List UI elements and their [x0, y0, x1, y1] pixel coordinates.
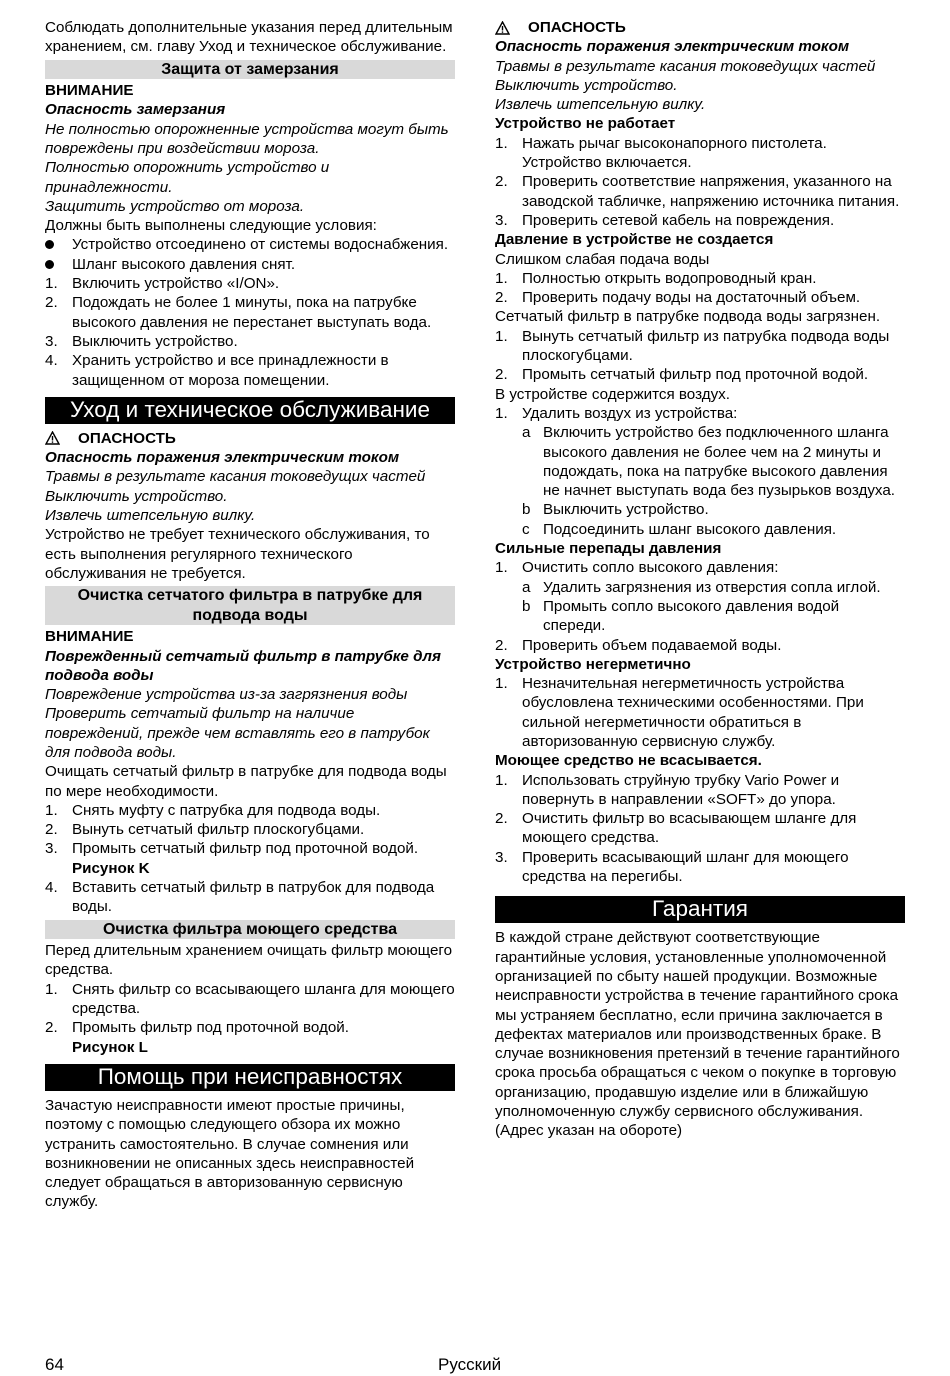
warning-triangle-icon: [495, 21, 510, 35]
attention-label: ВНИМАНИЕ: [45, 82, 134, 100]
step-number: 1.: [45, 801, 58, 819]
care-text: Устройство не требует технического обслуживания, то есть выполнения регулярного технического обслуживания не требуется.: [45, 526, 430, 582]
list-item: [495, 558, 905, 577]
list-item-text: Проверить объем подаваемой воды.: [522, 636, 782, 654]
list-item: [495, 211, 905, 230]
warning-text: Извлечь штепсельную вилку.: [495, 96, 706, 114]
danger-title: Опасность поражения электрическим током: [45, 449, 400, 467]
step-number: 1.: [45, 275, 58, 293]
list-item-text: Незначительная негерметичность устройства обусловлена техническими особенностями. При сильной негерметичности обратиться в авторизованную сервисную службу.: [522, 675, 864, 750]
section-heading-detergent: Очистка фильтра моющего средства: [45, 920, 455, 940]
subheading-not-working: Устройство не работает: [495, 115, 676, 133]
attention-label: ВНИМАНИЕ: [45, 628, 134, 646]
step-number: 4.: [45, 879, 58, 897]
danger-label: ОПАСНОСТЬ: [78, 429, 176, 447]
list-item: [495, 404, 905, 423]
step-number: 3.: [495, 848, 508, 866]
right-column: [495, 18, 905, 1141]
cause-text: Сетчатый фильтр в патрубке подвода воды загрязнен.: [495, 308, 881, 326]
sub-step-letter: c: [522, 520, 530, 538]
sub-list-item: [495, 520, 905, 539]
list-item-text: Устройство отсоединено от системы водоснабжения.: [72, 236, 449, 254]
list-item: [495, 288, 905, 307]
list-item: [495, 809, 905, 848]
danger-header: [495, 18, 905, 37]
list-item: [45, 878, 455, 917]
step-number: 1.: [495, 559, 508, 577]
figure-reference: Рисунок L: [72, 1038, 148, 1056]
list-item-text: Проверить подачу воды на достаточный объем.: [522, 289, 861, 307]
step-number: 1.: [495, 404, 508, 422]
footer-language: Русский: [438, 1355, 502, 1374]
step-number: 1.: [495, 675, 508, 693]
cause-text: В устройстве содержится воздух.: [495, 385, 730, 403]
list-item: [45, 820, 455, 839]
list-item-text: Промыть сетчатый фильтр под проточной водой.: [72, 840, 419, 858]
list-item-text: Удалить воздух из устройства:: [522, 404, 738, 422]
list-item-text: Очистить сопло высокого давления:: [522, 559, 779, 577]
left-column: [45, 18, 455, 1212]
section-heading-filter: Очистка сетчатого фильтра в патрубке для подвода воды: [45, 586, 455, 625]
bullet-dot-icon: [45, 255, 54, 274]
sub-list-item: [495, 597, 905, 636]
list-item: [45, 274, 455, 293]
detergent-text: Перед длительным хранением очищать фильтр моющего средства.: [45, 942, 453, 979]
list-item: [45, 839, 455, 878]
list-item-text: Промыть фильтр под проточной водой.: [72, 1019, 350, 1037]
sub-step-letter: b: [522, 597, 531, 615]
list-item-text: Проверить соответствие напряжения, указанного на заводской табличке, напряжению источника питания.: [522, 173, 900, 210]
filter-text: Очищать сетчатый фильтр в патрубке для подвода воды по мере необходимости.: [45, 763, 447, 800]
list-item: [495, 365, 905, 384]
list-item: [495, 848, 905, 887]
danger-label: ОПАСНОСТЬ: [528, 19, 626, 36]
sub-list-item: [495, 578, 905, 597]
chapter-heading-help: Помощь при неисправностях: [45, 1064, 455, 1091]
step-number: 4.: [45, 352, 58, 370]
danger-header: [45, 429, 455, 448]
subheading-no-pressure: Давление в устройстве не создается: [495, 231, 774, 249]
warning-text: Выключить устройство.: [495, 76, 678, 94]
list-item-text: Вынуть сетчатый фильтр из патрубка подвода воды плоскогубцами.: [522, 327, 890, 365]
list-item-text: Снять фильтр со всасывающего шланга для моющего средства.: [72, 980, 455, 1018]
warning-text: Извлечь штепсельную вилку.: [45, 507, 256, 525]
step-number: 2.: [495, 366, 508, 384]
warning-text: Проверить сетчатый фильтр на наличие повреждений, прежде чем вставлять его в патрубок для подвода воды.: [45, 705, 430, 761]
list-item-text: Полностью открыть водопроводный кран.: [522, 269, 817, 287]
intro-text: Соблюдать дополнительные указания перед длительным хранением, см. главу Уход и техническое обслуживание.: [45, 19, 453, 56]
bullet-item: [45, 235, 455, 254]
chapter-heading-care: Уход и техническое обслуживание: [45, 397, 455, 424]
step-number: 2.: [495, 173, 508, 191]
step-number: 1.: [495, 269, 508, 287]
list-item-text: Выключить устройство.: [543, 501, 709, 519]
conditions-text: Должны быть выполнены следующие условия:: [45, 217, 377, 235]
list-item: [495, 269, 905, 288]
step-number: 1.: [495, 134, 508, 152]
list-item: [495, 172, 905, 211]
bullet-item: [45, 255, 455, 274]
list-item: [45, 351, 455, 390]
step-number: 3.: [45, 332, 58, 350]
list-item-text: Включить устройство без подключенного шланга высокого давления не более чем на 2 минуты и подождать, пока на патрубке высокого давления не начнет выступать вода без пузырьков воздуха.: [543, 424, 896, 500]
page-number: 64: [45, 1355, 64, 1374]
chapter-heading-warranty: Гарантия: [495, 896, 905, 923]
step-number: 2.: [495, 289, 508, 307]
list-item: [495, 771, 905, 810]
bullet-dot-icon: [45, 235, 54, 254]
list-item-text: Промыть сопло высокого давления водой спереди.: [543, 597, 840, 635]
list-item-text: Шланг высокого давления снят.: [72, 255, 296, 273]
sub-step-letter: b: [522, 501, 531, 519]
list-item-text: Вынуть сетчатый фильтр плоскогубцами.: [72, 821, 365, 839]
step-number: 2.: [45, 821, 58, 839]
step-number: 3.: [45, 840, 58, 858]
list-item: [45, 980, 455, 1019]
list-item-text: Хранить устройство и все принадлежности в защищенном от мороза помещении.: [72, 352, 389, 389]
sub-step-letter: a: [522, 578, 531, 596]
help-text: Зачастую неисправности имеют простые причины, поэтому с помощью следующего обзора их можно устранить самостоятельно. В случае сомнения или возникновении не описанных здесь неисправностей следует обращаться в авторизованную сервисную службу.: [45, 1096, 415, 1211]
list-item: [495, 327, 905, 366]
step-number: 1.: [495, 771, 508, 789]
warning-text: Повреждение устройства из-за загрязнения воды: [45, 686, 408, 704]
list-item: [495, 674, 905, 751]
list-item: [45, 293, 455, 332]
list-item-text: Снять муфту с патрубка для подвода воды.: [72, 801, 381, 819]
sub-list-item: [495, 423, 905, 500]
list-item-text: Подсоединить шланг высокого давления.: [543, 520, 837, 538]
sub-step-letter: a: [522, 424, 531, 442]
list-item-text: Промыть сетчатый фильтр под проточной водой.: [522, 366, 869, 384]
warning-text: Травмы в результате касания токоведущих частей: [45, 468, 426, 486]
list-item: [495, 636, 905, 655]
subheading-no-suction: Моющее средство не всасывается.: [495, 752, 762, 770]
section-heading-frost: Защита от замерзания: [45, 60, 455, 80]
list-item-text: Проверить всасывающий шланг для моющего средства на перегибы.: [522, 848, 849, 886]
danger-title: Поврежденный сетчатый фильтр в патрубке для подвода воды: [45, 647, 441, 684]
list-item-text: Использовать струйную трубку Vario Power и повернуть в направлении «SOFT» до упора.: [522, 771, 840, 808]
warranty-text: В каждой стране действуют соответствующие гарантийные условия, установленные уполномоченной организацией по сбыту нашей продукции. Возможные неисправности устройства в течение гарантийного срока мы устраняем бесплатно, если причина заключается в дефектах материалов или производственных браке. В случае возникновения претензий в течение гарантийного срока просьба обращаться с чеком о покупке в торговую организацию, продавшую изделие или в ближайшую уполномоченную службу сервисного обслуживания.: [495, 929, 900, 1121]
danger-title: Опасность замерзания: [45, 101, 226, 119]
warning-text: Выключить устройство.: [45, 487, 228, 505]
step-number: 1.: [495, 327, 508, 345]
step-number: 2.: [495, 810, 508, 828]
step-number: 2.: [495, 636, 508, 654]
list-item: [495, 134, 905, 173]
list-item: [45, 1018, 455, 1057]
list-item: [45, 801, 455, 820]
list-item-text: Включить устройство «I/ON».: [72, 275, 280, 293]
step-number: 2.: [45, 1019, 58, 1037]
list-item-text: Подождать не более 1 минуты, пока на патрубке высокого давления не перестанет выступать вода.: [72, 294, 432, 331]
warning-text: Травмы в результате касания токоведущих частей: [495, 57, 876, 75]
list-item-text: Удалить загрязнения из отверстия сопла иглой.: [543, 578, 881, 596]
step-number: 3.: [495, 211, 508, 229]
cause-text: Слишком слабая подача воды: [495, 250, 710, 268]
step-number: 2.: [45, 294, 58, 312]
danger-title: Опасность поражения электрическим током: [495, 38, 850, 56]
subheading-leak: Устройство негерметично: [495, 655, 691, 673]
list-item: [45, 332, 455, 351]
sub-list-item: [495, 500, 905, 519]
figure-reference: Рисунок K: [72, 859, 150, 877]
list-item-text: Очистить фильтр во всасывающем шланге для моющего средства.: [522, 810, 857, 847]
list-item-text: Проверить сетевой кабель на повреждения.: [522, 211, 835, 229]
step-number: 1.: [45, 980, 58, 998]
list-item-text: Вставить сетчатый фильтр в патрубок для подвода воды.: [72, 879, 435, 916]
warning-text: Защитить устройство от мороза.: [45, 197, 305, 215]
warning-text: Не полностью опорожненные устройства могут быть повреждены при воздействии мороза.: [45, 120, 449, 157]
warning-text: Полностью опорожнить устройство и принадлежности.: [45, 159, 330, 196]
subheading-pressure-fluctuation: Сильные перепады давления: [495, 540, 722, 558]
warning-triangle-icon: [45, 431, 60, 445]
list-item-text: Выключить устройство.: [72, 332, 238, 350]
list-item-text: Нажать рычаг высоконапорного пистолета. Устройство включается.: [522, 134, 827, 172]
warranty-address-note: (Адрес указан на обороте): [495, 1122, 683, 1140]
